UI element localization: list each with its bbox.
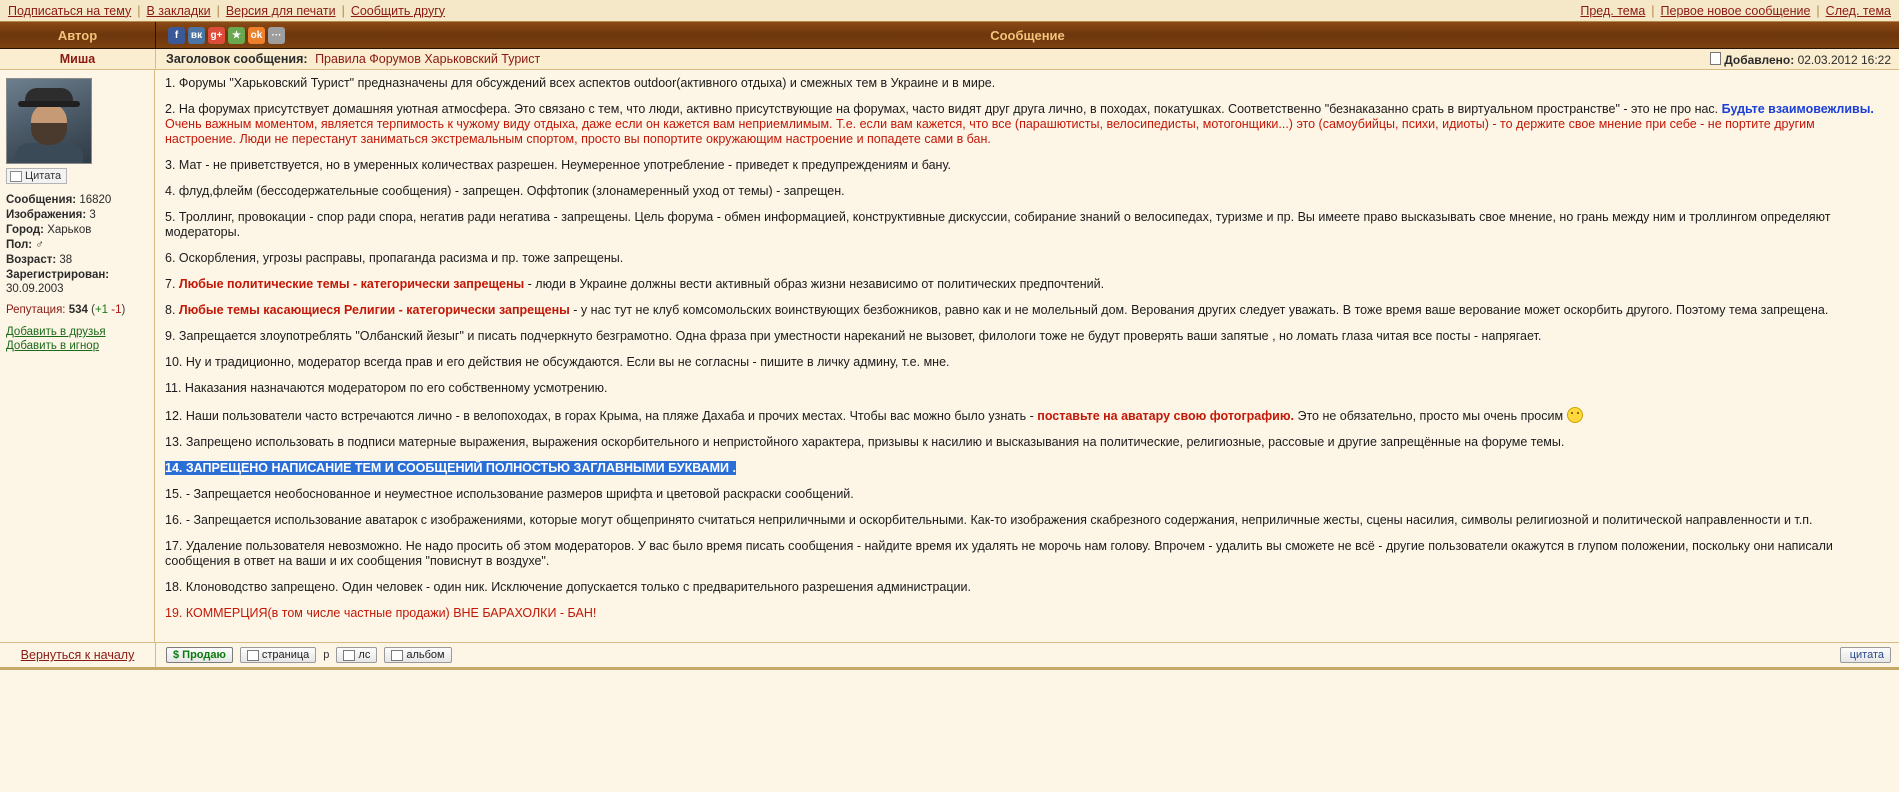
rule-paragraph-highlighted xyxy=(165,461,1885,476)
cite-button[interactable] xyxy=(1840,647,1891,663)
rule-paragraph xyxy=(165,435,1885,450)
post-subject-row xyxy=(0,49,1899,70)
added-label: Добавлено: xyxy=(1724,52,1795,67)
column-header-author: Автор xyxy=(0,22,156,48)
rule-paragraph xyxy=(165,539,1885,569)
reputation-plus-button[interactable]: +1 xyxy=(94,304,109,316)
rule-text: 9. Запрещается злоупотреблять "Олбанский йезыг" и писать подчеркнуто безграмотно. Одна фраза при уместности нареканий не вызовет, филологи тоже не будут проверять ваши запятые , но ломать глаза читая все посты - напрягает. xyxy=(165,329,1542,343)
stat-age-label: Возраст: xyxy=(6,254,57,266)
avatar-hat-brim-shape xyxy=(18,101,80,107)
quote-button-label: Цитата xyxy=(25,170,62,182)
rule-text: 2. На форумах присутствует домашняя уютная атмосфера. Это связано с тем, что люди, активно присутствующие на форумах, часто видят друг друга лично, в походах, покатушках. Соответственно "безнаказанно срать в виртуальном пространстве" - это не про нас. xyxy=(165,102,1722,116)
rule-paragraph xyxy=(165,329,1885,344)
rule-text: 6. Оскорбления, угрозы расправы, пропаганда расизма и пр. тоже запрещены. xyxy=(165,251,624,265)
stat-age-value: 38 xyxy=(59,254,73,266)
subject-cell xyxy=(156,49,1899,69)
rule-paragraph xyxy=(165,407,1885,424)
rule-text: 18. Клоноводство запрещено. Один человек - один ник. Исключение допускается только с предварительного разрешения администрации. xyxy=(165,580,971,594)
document-icon xyxy=(1710,52,1721,65)
rule-text: 12. Наши пользователи часто встречаются лично - в велопоходах, в горах Крыма, на пляже Дахаба и прочих местах. Чтобы вас можно было узнать - xyxy=(165,409,1038,423)
column-header-message xyxy=(156,22,1899,48)
print-version-link[interactable]: Версия для печати xyxy=(225,3,336,18)
subscribe-topic-link[interactable]: Подписаться на тему xyxy=(8,3,132,18)
rule-paragraph xyxy=(165,381,1885,396)
stat-age xyxy=(6,253,148,267)
post-footer-row xyxy=(0,642,1899,667)
private-message-button[interactable] xyxy=(336,647,377,663)
separator: | xyxy=(137,3,141,18)
page-icon xyxy=(247,650,259,661)
post-action-buttons xyxy=(166,647,452,663)
back-to-top-link[interactable]: Вернуться к началу xyxy=(20,648,135,662)
subject-block xyxy=(166,52,540,66)
post-table-header xyxy=(0,22,1899,49)
album-icon xyxy=(391,650,403,661)
previous-topic-link[interactable]: Пред. тема xyxy=(1580,3,1646,18)
separator: | xyxy=(341,3,345,18)
stat-city-value: Харьков xyxy=(47,224,92,236)
subject-label: Заголовок сообщения: xyxy=(166,52,308,66)
rule-paragraph xyxy=(165,355,1885,370)
more-share-icon[interactable]: ··· xyxy=(268,27,285,44)
author-info-column xyxy=(0,70,155,642)
rule-paragraph xyxy=(165,184,1885,199)
avatar xyxy=(6,78,92,164)
social-share-bar xyxy=(156,27,285,44)
top-navigation-bar xyxy=(0,0,1899,22)
author-nickname[interactable]: Миша xyxy=(59,52,96,66)
rule-text: 3. Мат - не приветствуется, но в умеренных количествах разрешен. Неумеренное употребление - приведет к предупреждениям и бану. xyxy=(165,158,951,172)
add-friend-link[interactable]: Добавить в друзья xyxy=(6,326,106,338)
stat-gender-label: Пол: xyxy=(6,239,33,251)
rule-text: - люди в Украине должны вести активный образ жизни независимо от политических предпочтений. xyxy=(524,277,1105,291)
rule-text: 16. - Запрещается использование аватарок с изображениями, которые могут общепринято считаться неприличными и оскорбительными. Как-то изображения скабрезного содержания, неприличные жесты, сцены насилия, символы религиозной и политической направленности и т.п. xyxy=(165,513,1813,527)
rule-emphasis: поставьте на аватару свою фотографию. xyxy=(1037,409,1295,423)
rule-paragraph xyxy=(165,487,1885,502)
rule-paragraph xyxy=(165,303,1885,318)
topbar-right-links xyxy=(1580,4,1891,18)
stat-city-label: Город: xyxy=(6,224,44,236)
rule-text: 11. Наказания назначаются модератором по его собственному усмотрению. xyxy=(165,381,608,395)
stat-messages-label: Сообщения: xyxy=(6,194,77,206)
profile-button[interactable] xyxy=(240,647,316,663)
stat-city xyxy=(6,223,148,237)
google-plus-share-icon[interactable]: g+ xyxy=(208,27,225,44)
facebook-share-icon[interactable]: f xyxy=(168,27,185,44)
rule-text-selected: 14. ЗАПРЕЩЕНО НАПИСАНИЕ ТЕМ И СООБЩЕНИЙ ПОЛНОСТЬЮ ЗАГЛАВНЫМИ БУКВАМИ . xyxy=(165,461,736,475)
author-action-links xyxy=(6,326,148,352)
next-topic-link[interactable]: След. тема xyxy=(1825,3,1891,18)
rule-paragraph xyxy=(165,606,1885,621)
added-value: 02.03.2012 16:22 xyxy=(1797,52,1891,67)
rule-text: 7. xyxy=(165,277,179,291)
envelope-icon xyxy=(343,650,355,661)
rule-paragraph xyxy=(165,102,1885,147)
rule-text: 10. Ну и традиционно, модератор всегда прав и его действия не обсуждаются. Если вы не согласны - пишите в личку админу, т.е. мне. xyxy=(165,355,950,369)
stat-registered-label: Зарегистрирован: xyxy=(6,269,110,281)
stat-gender xyxy=(6,238,148,252)
rule-text: Это не обязательно, просто мы очень просим xyxy=(1294,409,1567,423)
separator: | xyxy=(1816,3,1820,18)
rule-paragraph xyxy=(165,277,1885,292)
rule-text: 1. Форумы "Харьковский Турист" предназначены для обсуждений всех аспектов outdoor(активного отдыха) и смежных тем в Украине и в мире. xyxy=(165,76,996,90)
reputation-value: 534 xyxy=(68,304,88,316)
footer-separator-char: р xyxy=(323,649,330,661)
add-ignore-link[interactable]: Добавить в игнор xyxy=(6,340,100,352)
stat-messages-value: 16820 xyxy=(79,194,112,206)
cite-button-label: цитата xyxy=(1849,649,1884,661)
quote-button[interactable] xyxy=(6,168,67,184)
post-timestamp xyxy=(1710,52,1891,67)
surfingbird-share-icon[interactable]: ★ xyxy=(228,27,245,44)
stat-registered-value: 30.09.2003 xyxy=(6,283,64,295)
stat-images-value: 3 xyxy=(89,209,96,221)
rule-emphasis: Любые темы касающиеся Религии - категорически запрещены xyxy=(178,303,570,317)
message-column xyxy=(155,70,1899,642)
rule-paragraph xyxy=(165,158,1885,173)
post-body-row xyxy=(0,70,1899,642)
rule-text: 13. Запрещено использовать в подписи матерные выражения, выражения оскорбительного и непристойного характера, призывы к насилию и высказывания на политические, религиозные, рассовые и другие запрещённые на форуме темы. xyxy=(165,435,1565,449)
topbar-left-links xyxy=(8,4,445,18)
rule-emphasis: Любые политические темы - категорически запрещены xyxy=(178,277,525,291)
rule-paragraph xyxy=(165,210,1885,240)
avatar-beard-shape xyxy=(31,123,67,145)
smile-icon xyxy=(1567,407,1583,423)
vk-share-icon[interactable]: вк xyxy=(188,27,205,44)
rule-text-red: Очень важным моментом, является терпимость к чужому виду отдыха, даже если он кажется вам неприемлимым. Т.е. если вам кажется, что все (парашютисты, велосипедисты, мотогонщики...) это (самоубийцы, психи, идиоты) - то держите свое мнение при себе - не портите другим настроение. Люди не перестанут заниматься экстремальным спортом, просто вы попортите окружающим настроение и попадете сами в бан. xyxy=(165,117,1815,146)
stat-images-label: Изображения: xyxy=(6,209,87,221)
footer-right-cell xyxy=(156,643,1899,667)
stat-images xyxy=(6,208,148,222)
reputation-minus-button[interactable]: -1 xyxy=(111,304,122,316)
rule-text: 8. xyxy=(165,303,179,317)
rule-text: 17. Удаление пользователя невозможно. Не надо просить об этом модераторов. У вас было время писать сообщения - найдите время их удалять не морочь нам голову. Впрочем - удалить вы сможете не всё - другие пользователи окажутся в глупом положении, поскольку они написали сообщения в ответ на ваши и их сообщения "повиснут в воздухе". xyxy=(165,539,1833,568)
profile-button-label: страница xyxy=(261,649,310,661)
footer-left-cell xyxy=(0,643,156,667)
stat-gender-value: ♂ xyxy=(35,239,44,251)
rule-paragraph xyxy=(165,580,1885,595)
bookmark-link[interactable]: В закладки xyxy=(146,3,211,18)
stat-registered xyxy=(6,268,148,296)
tell-friend-link[interactable]: Сообщить другу xyxy=(350,3,446,18)
rule-text: 15. - Запрещается необоснованное и неуместное использование размеров шрифта и цветовой раскраски сообщений. xyxy=(165,487,854,501)
rule-paragraph xyxy=(165,251,1885,266)
bottom-divider xyxy=(0,667,1899,670)
reputation-line: Репутация: 534 (+1 -1) xyxy=(6,304,126,316)
odnoklassniki-share-icon[interactable]: ok xyxy=(248,27,265,44)
rule-text-red: 19. КОММЕРЦИЯ(в том числе частные продажи) ВНЕ БАРАХОЛКИ - БАН! xyxy=(165,606,597,620)
avatar-body-shape xyxy=(15,143,83,164)
private-message-label: лс xyxy=(358,649,371,661)
separator: | xyxy=(1651,3,1655,18)
sell-button[interactable]: $ Продаю xyxy=(166,647,233,663)
subject-title: Правила Форумов Харьковский Турист xyxy=(315,52,541,66)
stat-messages xyxy=(6,193,148,207)
rule-paragraph xyxy=(165,513,1885,528)
quote-icon xyxy=(10,171,22,182)
rule-emphasis: Будьте взаимовежливы. xyxy=(1721,102,1874,116)
rule-paragraph xyxy=(165,76,1885,91)
album-button-label: альбом xyxy=(406,649,445,661)
column-header-message-label: Сообщение xyxy=(990,27,1065,43)
rule-text: 4. флуд,флейм (бессодержательные сообщения) - запрещен. Оффтопик (злонамеренный уход от темы) - запрещен. xyxy=(165,184,845,198)
author-nickname-cell xyxy=(0,49,156,69)
reputation-label: Репутация: xyxy=(6,304,66,316)
first-new-message-link[interactable]: Первое новое сообщение xyxy=(1660,3,1811,18)
album-button[interactable] xyxy=(384,647,451,663)
separator: | xyxy=(216,3,220,18)
rule-text: 5. Троллинг, провокации - спор ради спора, негатив ради негатива - запрещены. Цель форума - обмен информацией, конструктивные дискуссии, собирание знаний о велосипедах, туризме и пр. Вы имеете право высказывать свое мнение, но грань между ним и троллингом определяют модераторы. xyxy=(165,210,1831,239)
rule-text: - у нас тут не клуб комсомольских воинствующих безбожников, равно как и не молельный дом. Верования других следует уважать. В тоже время ваше верование может оскорбить другого. Поэтому тема запрещена. xyxy=(569,303,1829,317)
